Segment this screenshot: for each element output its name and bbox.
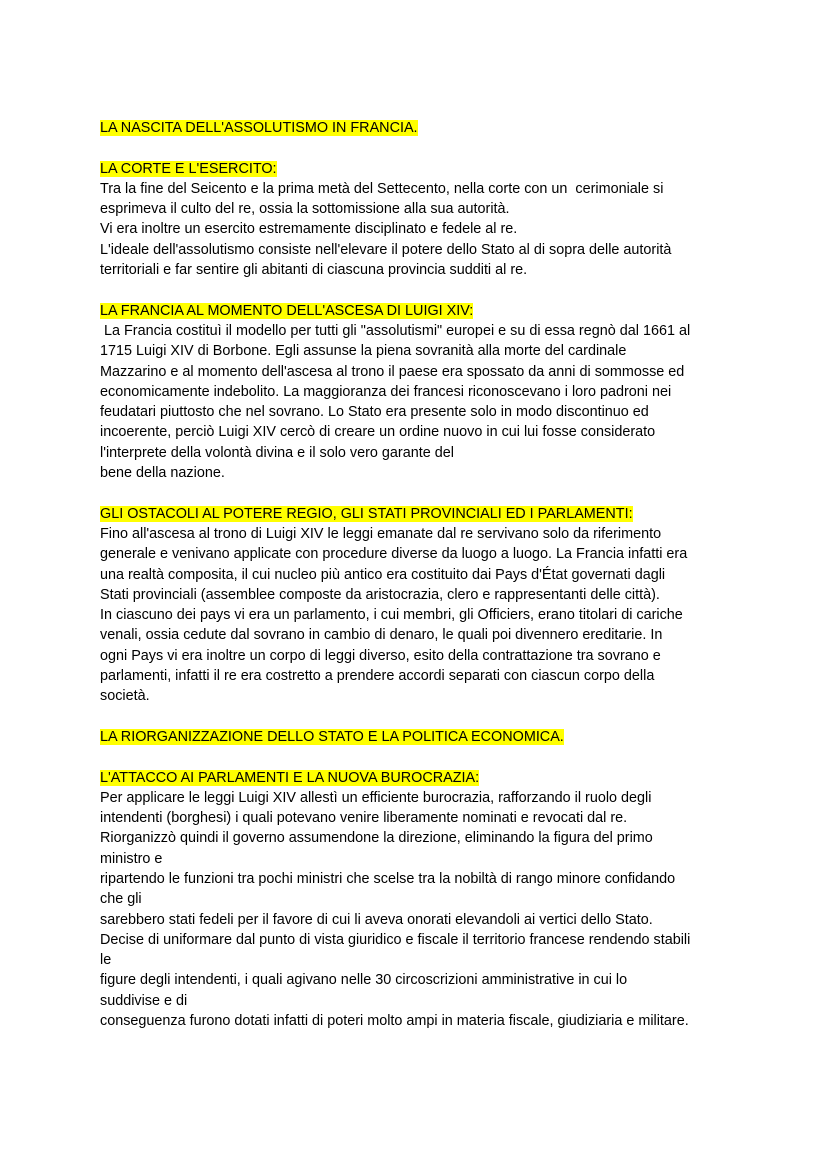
paragraph-line: Vi era inoltre un esercito estremamente disciplinato e fedele al re. — [100, 221, 518, 238]
section-heading: LA CORTE E L'ESERCITO: — [100, 160, 277, 177]
paragraph-line: l'interprete della volontà divina e il solo vero garante del — [100, 444, 454, 461]
paragraph-line: figure degli intendenti, i quali agivano nelle 30 circoscrizioni amministrative in cui lo — [100, 972, 628, 989]
paragraph-line: venali, ossia cedute dal sovrano in cambio di denaro, le quali poi divennero ereditarie. In — [100, 627, 663, 644]
paragraph-line: società. — [100, 688, 150, 705]
paragraph-line: generale e venivano applicate con procedure diverse da luogo a luogo. La Francia infatti era — [100, 546, 688, 563]
section-heading: L'ATTACCO AI PARLAMENTI E LA NUOVA BUROCRAZIA: — [100, 769, 480, 786]
spacer — [100, 280, 740, 300]
section-heading: LA FRANCIA AL MOMENTO DELL'ASCESA DI LUIGI XIV: — [100, 302, 474, 319]
paragraph-line: esprimeva il culto del re, ossia la sottomissione alla sua autorità. — [100, 201, 510, 218]
paragraph-line: Per applicare le leggi Luigi XIV allestì un efficiente burocrazia, rafforzando il ruolo degli — [100, 789, 652, 806]
paragraph-line: le — [100, 952, 112, 969]
paragraph-line: In ciascuno dei pays vi era un parlamento, i cui membri, gli Officiers, erano titolari di cariche — [100, 607, 683, 624]
section-francia-luigi-xiv — [100, 301, 740, 484]
section-heading: GLI OSTACOLI AL POTERE REGIO, GLI STATI PROVINCIALI ED I PARLAMENTI: — [100, 505, 633, 522]
paragraph-line: parlamenti, infatti il re era costretto a prendere accordi separati con ciascun corpo della — [100, 668, 655, 685]
document-title — [100, 118, 740, 138]
section-heading: LA RIORGANIZZAZIONE DELLO STATO E LA POLITICA ECONOMICA. — [100, 728, 564, 745]
spacer — [100, 707, 740, 727]
paragraph-line: Riorganizzò quindi il governo assumendone la direzione, eliminando la figura del primo — [100, 830, 653, 847]
spacer — [100, 138, 740, 158]
paragraph-line: ministro e — [100, 850, 163, 867]
paragraph-line: feudatari piuttosto che nel sovrano. Lo Stato era presente solo in modo discontinuo ed — [100, 404, 649, 421]
paragraph-line: Mazzarino e al momento dell'ascesa al trono il paese era spossato da anni di sommosse ed — [100, 363, 685, 380]
paragraph-line: ripartendo le funzioni tra pochi ministri che scelse tra la nobiltà di rango minore confidando — [100, 870, 676, 887]
spacer — [100, 483, 740, 503]
paragraph-line: Stati provinciali (assemblee composte da aristocrazia, clero e rappresentanti delle città). — [100, 586, 660, 603]
section-corte-esercito — [100, 159, 740, 281]
paragraph-line: suddivise e di — [100, 992, 188, 1009]
title-highlight: LA NASCITA DELL'ASSOLUTISMO IN FRANCIA. — [100, 120, 418, 136]
paragraph-line: che gli — [100, 891, 142, 908]
paragraph-line: una realtà composita, il cui nucleo più antico era costituito dai Pays d'État governati dagli — [100, 566, 666, 583]
section-attacco-parlamenti — [100, 768, 740, 1032]
paragraph-line: incoerente, perciò Luigi XIV cercò di creare un ordine nuovo in cui lui fosse considerato — [100, 424, 656, 441]
paragraph-line: Fino all'ascesa al trono di Luigi XIV le leggi emanate dal re servivano solo da riferimento — [100, 525, 662, 542]
paragraph-line: bene della nazione. — [100, 465, 225, 482]
paragraph-line: conseguenza furono dotati infatti di poteri molto ampi in materia fiscale, giudiziaria e militare. — [100, 1013, 689, 1030]
paragraph-line: 1715 Luigi XIV di Borbone. Egli assunse la piena sovranità alla morte del cardinale — [100, 343, 627, 360]
paragraph-line: Tra la fine del Seicento e la prima metà del Settecento, nella corte con un cerimoniale si — [100, 180, 664, 197]
spacer — [100, 747, 740, 767]
paragraph-line: L'ideale dell'assolutismo consiste nell'elevare il potere dello Stato al di sopra delle autorità — [100, 241, 672, 258]
paragraph-line: Decise di uniformare dal punto di vista giuridico e fiscale il territorio francese rendendo stabili — [100, 931, 691, 948]
paragraph-line: economicamente indebolito. La maggioranza dei francesi riconoscevano i loro padroni nei — [100, 383, 672, 400]
paragraph-line: territoriali e far sentire gli abitanti di ciascuna provincia sudditi al re. — [100, 262, 528, 279]
paragraph-line: La Francia costituì il modello per tutti gli "assolutismi" europei e su di essa regnò dal 1661 al — [100, 322, 691, 339]
paragraph-line: intendenti (borghesi) i quali potevano venire liberamente nominati e revocati dal re. — [100, 810, 628, 827]
paragraph-line: sarebbero stati fedeli per il favore di cui li aveva onorati elevandoli ai vertici dello Stato. — [100, 911, 653, 928]
section-riorganizzazione-stato — [100, 727, 740, 747]
document-body — [100, 118, 740, 1031]
paragraph-line: ogni Pays vi era inoltre un corpo di leggi diverso, esito della contrattazione tra sovrano e — [100, 647, 661, 664]
section-ostacoli-potere-regio — [100, 504, 740, 707]
